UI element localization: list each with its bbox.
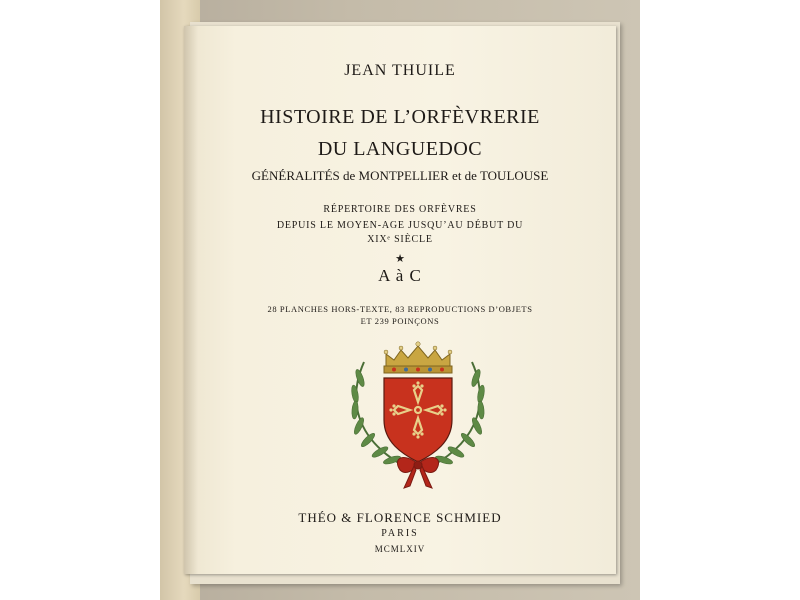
volume-range: A à C	[378, 266, 422, 285]
repertoire-line-3: XIXᵉ SIÈCLE	[367, 234, 433, 245]
star-ornament: ★	[395, 253, 405, 265]
book-subtitle: GÉNÉRALITÉS de MONTPELLIER et de TOULOUSE	[251, 168, 549, 183]
publication-year: MCMLXIV	[374, 544, 426, 554]
occitan-cross-coat-of-arms-icon	[344, 338, 492, 490]
title-page	[184, 26, 616, 574]
book-photo	[160, 0, 640, 600]
crown-icon	[384, 342, 452, 373]
book-title-line-1: HISTOIRE DE L’ORFÈVRERIE	[260, 106, 540, 128]
publisher-name: THÉO & FLORENCE SCHMIED	[298, 510, 502, 525]
plates-line-2: ET 239 POINÇONS	[360, 316, 440, 326]
plates-line-1: 28 PLANCHES HORS-TEXTE, 83 REPRODUCTIONS D’OBJETS	[267, 304, 533, 314]
ribbon-bow-icon	[397, 457, 438, 488]
repertoire-line-1: RÉPERTOIRE DES ORFÈVRES	[323, 204, 477, 215]
repertoire-line-2: DEPUIS LE MOYEN-AGE JUSQU’AU DÉBUT DU	[276, 220, 524, 231]
book-title-line-2: DU LANGUEDOC	[317, 138, 483, 160]
author-name: JEAN THUILE	[344, 62, 456, 79]
publication-city: PARIS	[381, 528, 419, 539]
